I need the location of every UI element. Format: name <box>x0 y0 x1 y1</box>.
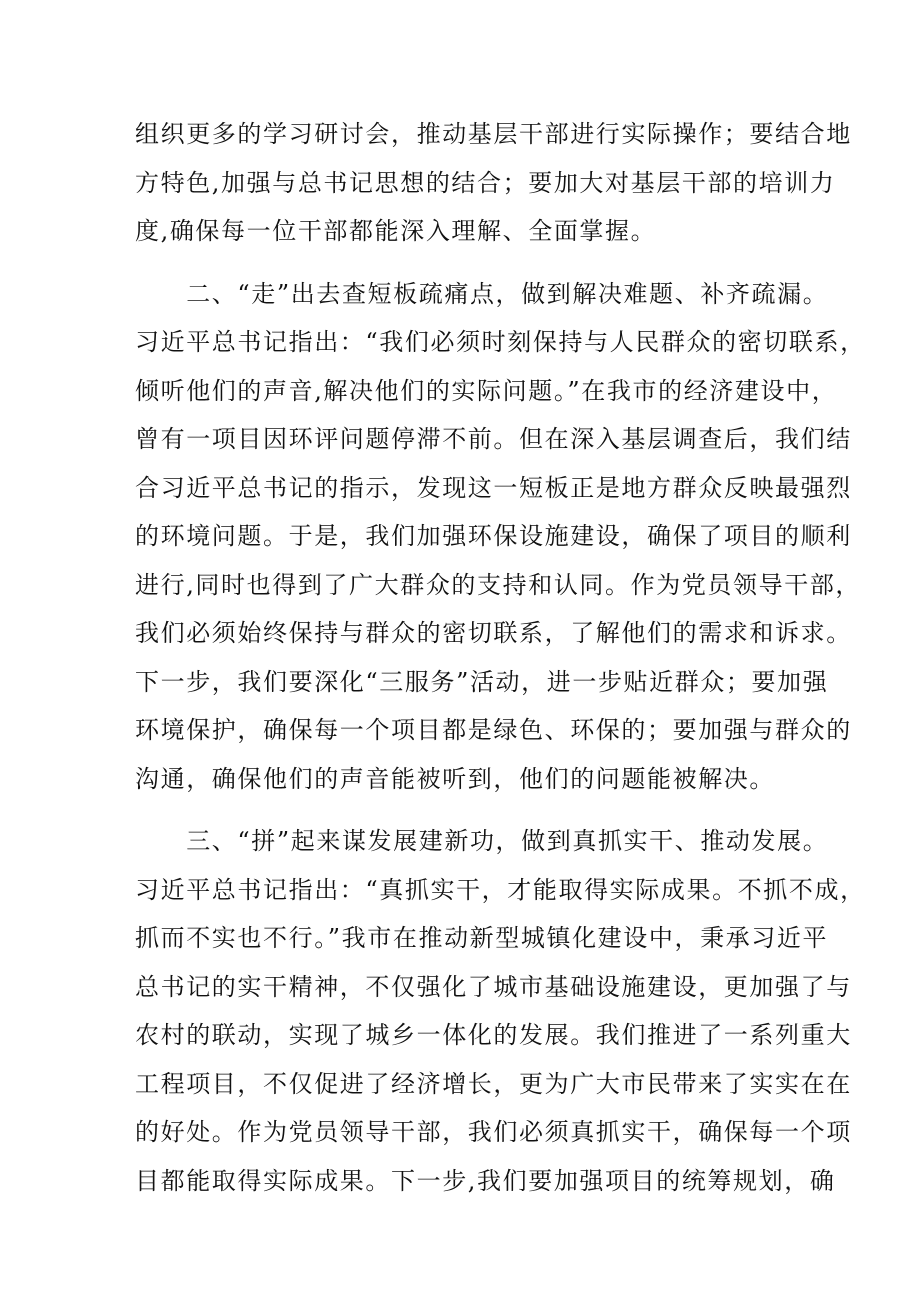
text-line: 工程项目，不仅促进了经济增长，更为广大市民带来了实实在在 <box>135 1069 852 1098</box>
text-line: 进行,同时也得到了广大群众的支持和认同。作为党员领导干部， <box>135 570 862 599</box>
text-line: 组织更多的学习研讨会，推动基层干部进行实际操作；要结合地 <box>135 120 852 148</box>
text-line: 度,确保每一位干部都能深入理解、全面掌握。 <box>135 217 657 245</box>
text-line: 抓而不实也不行。”我市在推动新型城镇化建设中，秉承习近平 <box>135 924 829 952</box>
document-body <box>135 110 866 1205</box>
paragraph-1 <box>135 110 852 256</box>
text-line: 环境保护，确保每一个项目都是绿色、环保的；要加强与群众的 <box>135 716 852 744</box>
paragraph-3 <box>135 817 866 1205</box>
paragraph-spacer <box>135 803 785 817</box>
text-line: 曾有一项目因环评问题停滞不前。但在深入基层调查后，我们结 <box>135 425 852 453</box>
text-line: 农村的联动，实现了城乡一体化的发展。我们推进了一系列重大 <box>135 1021 852 1049</box>
text-line: 习近平总书记指出：“真抓实干，才能取得实际成果。不抓不成， <box>135 875 866 904</box>
text-line: 的环境问题。于是，我们加强环保设施建设，确保了项目的顺利 <box>135 522 852 550</box>
section-heading-line: 二、“走”出去查短板疏痛点，做到解决难题、补齐疏漏。 <box>135 279 829 308</box>
section-heading-line: 三、“拼”起来谋发展建新功，做到真抓实干、推动发展。 <box>135 827 829 855</box>
text-line: 方特色,加强与总书记思想的结合；要加大对基层干部的培训力 <box>135 168 836 197</box>
text-line: 目都能取得实际成果。下一步,我们要加强项目的统筹规划，确 <box>135 1166 836 1195</box>
paragraph-spacer <box>135 256 785 270</box>
text-line: 倾听他们的声音,解决他们的实际问题。”在我市的经济建设中， <box>135 376 838 405</box>
text-line: 沟通，确保他们的声音能被听到，他们的问题能被解决。 <box>135 764 775 793</box>
paragraph-2 <box>135 270 866 804</box>
text-line: 下一步，我们要深化“三服务”活动，进一步贴近群众；要加强 <box>135 667 829 696</box>
text-line: 合习近平总书记的指示，发现这一短板正是地方群众反映最强烈 <box>135 473 852 502</box>
text-line: 习近平总书记指出：“我们必须时刻保持与人民群众的密切联系， <box>135 328 866 356</box>
text-line: 总书记的实干精神，不仅强化了城市基础设施建设，更加强了与 <box>135 972 852 1001</box>
text-line: 的好处。作为党员领导干部，我们必须真抓实干，确保每一个项 <box>135 1118 852 1146</box>
text-line: 我们必须始终保持与群众的密切联系，了解他们的需求和诉求。 <box>135 619 852 647</box>
